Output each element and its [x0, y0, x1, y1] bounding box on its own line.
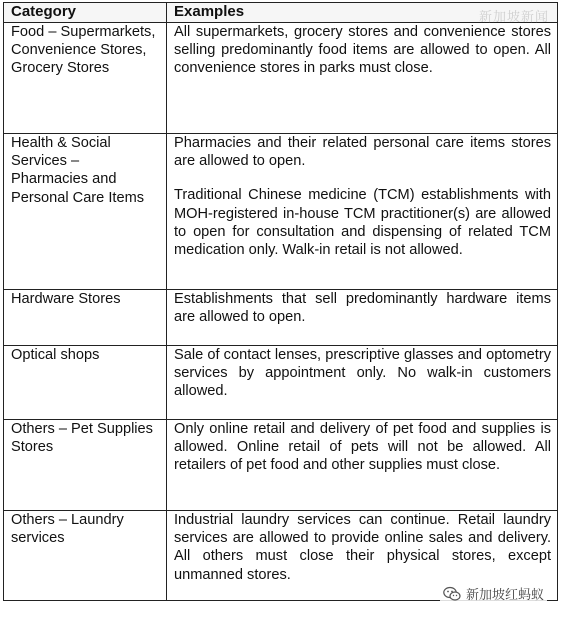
table-header-row: [4, 3, 558, 23]
examples-paragraph: Sale of contact lenses, prescriptive glasses and optometry services by appointment only. No walk-in customers allowed.: [174, 347, 551, 400]
table-row: [4, 134, 558, 290]
watermark-bottom: [440, 583, 547, 604]
category-examples-table: [3, 2, 558, 601]
examples-cell: [167, 290, 558, 346]
examples-paragraph: Industrial laundry services can continue. Retail laundry services are allowed to provide online sales and delivery. All others must close their physical stores, except unmanned stores.: [174, 512, 551, 583]
table-row: [4, 23, 558, 134]
examples-cell: [167, 346, 558, 420]
category-cell: Others – Laundry services: [4, 511, 167, 601]
header-examples: Examples: [167, 3, 558, 23]
watermark-top: 新加坡新闻: [478, 10, 549, 25]
table-row: [4, 290, 558, 346]
examples-paragraph: Establishments that sell predominantly hardware items are allowed to open.: [174, 291, 551, 326]
watermark-bottom-text: 新加坡红蚂蚁: [465, 588, 544, 603]
examples-paragraph: All supermarkets, grocery stores and convenience stores selling predominantly food items are allowed to open. All convenience stores in parks must close.: [174, 24, 551, 77]
wechat-icon: [443, 586, 461, 602]
table-row: [4, 346, 558, 420]
examples-paragraph: Pharmacies and their related personal care items stores are allowed to open.: [174, 135, 551, 170]
category-cell: Food – Supermarkets, Convenience Stores, Grocery Stores: [4, 23, 167, 134]
examples-cell: [167, 420, 558, 511]
examples-paragraph: Traditional Chinese medicine (TCM) establishments with MOH-registered in-house TCM practitioner(s) are allowed to open for consultation and dispensing of related TCM medication only. Walk-in retail is not allowed.: [174, 187, 551, 259]
header-category: Category: [4, 3, 167, 23]
examples-cell: [167, 23, 558, 134]
category-cell: Optical shops: [4, 346, 167, 420]
examples-cell: [167, 134, 558, 290]
category-cell: Others – Pet Supplies Stores: [4, 420, 167, 511]
examples-paragraph: Only online retail and delivery of pet food and supplies is allowed. Online retail of pets will not be allowed. All retailers of pet food and other supplies must close.: [174, 421, 551, 474]
category-cell: Health & Social Services – Pharmacies and Personal Care Items: [4, 134, 167, 290]
table-row: [4, 420, 558, 511]
category-cell: Hardware Stores: [4, 290, 167, 346]
